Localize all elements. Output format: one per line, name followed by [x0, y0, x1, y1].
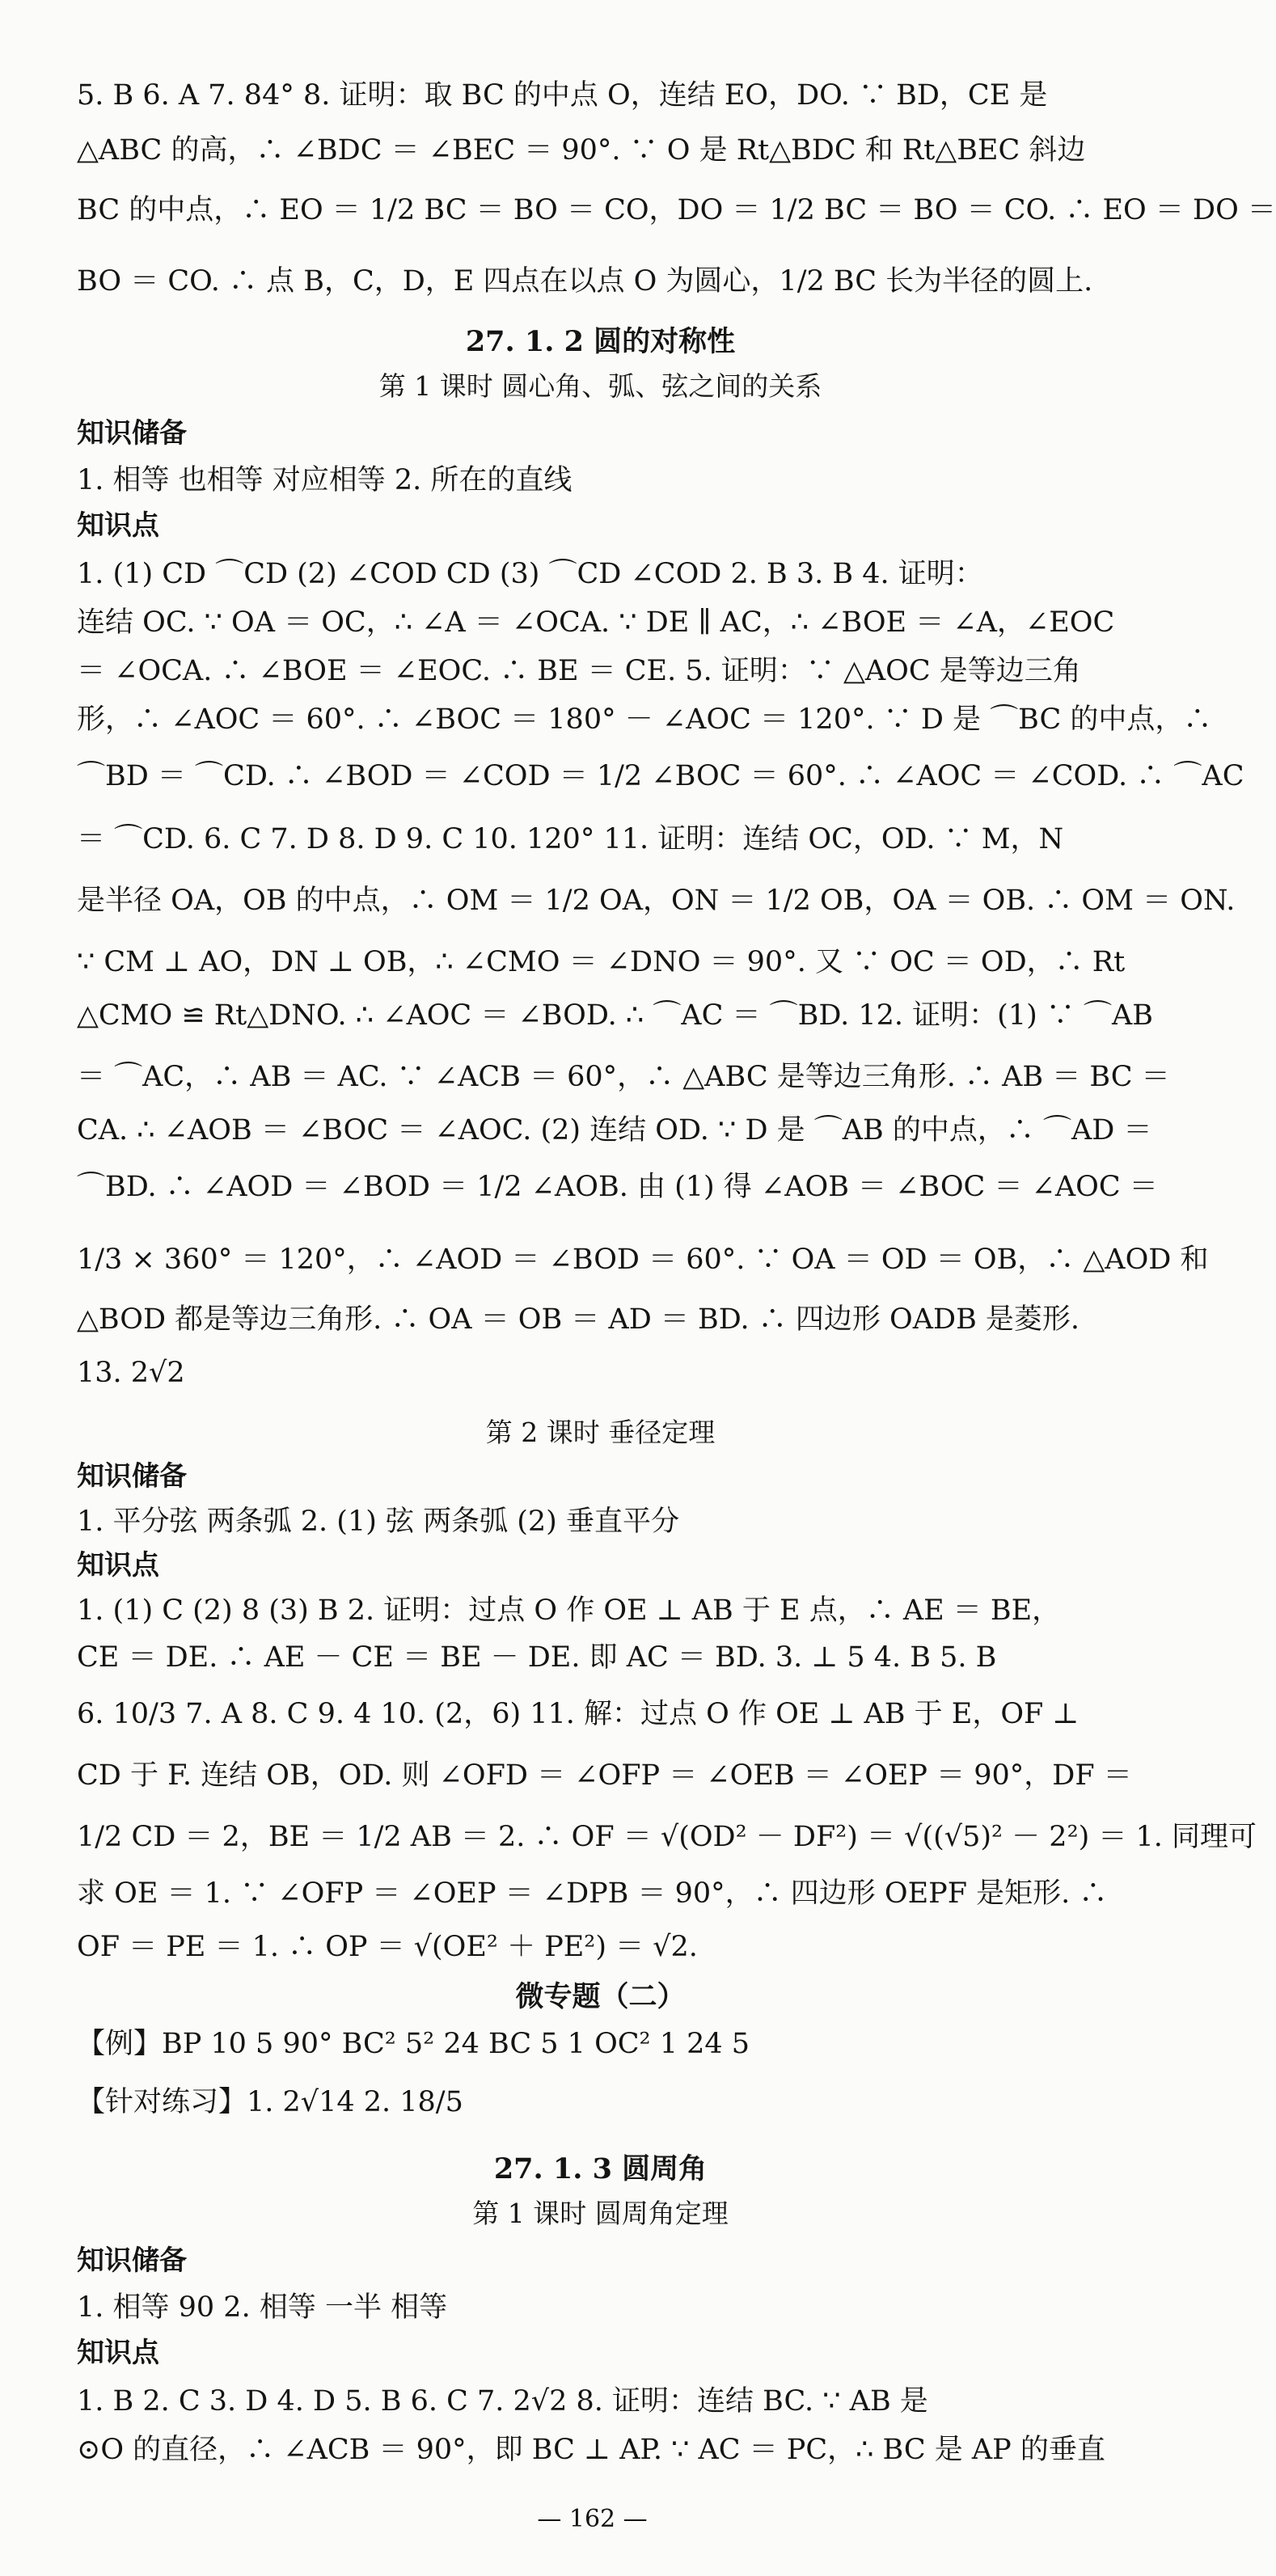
text-line: 【例】BP 10 5 90° BC² 5² 24 BC 5 1 OC² 1 24 5 — [77, 2028, 750, 2060]
text-line: 【针对练习】1. 2√14 2. 18/5 — [77, 2086, 463, 2118]
text-line: ⊙O 的直径，∴ ∠ACB ＝ 90°，即 BC ⊥ AP. ∵ AC ＝ PC，∴ BC 是 AP 的垂直 — [77, 2434, 1105, 2466]
text-line: △ABC 的高，∴ ∠BDC ＝ ∠BEC ＝ 90°. ∵ O 是 Rt△BDC 和 Rt△BEC 斜边 — [77, 134, 1086, 167]
text-line: OF ＝ PE ＝ 1. ∴ OP ＝ √(OE² ＋ PE²) ＝ √2. — [77, 1931, 698, 1963]
text-line: 1. 平分弦 两条弧 2. (1) 弦 两条弧 (2) 垂直平分 — [77, 1505, 679, 1538]
text-line: 求 OE ＝ 1. ∵ ∠OFP ＝ ∠OEP ＝ ∠DPB ＝ 90°，∴ 四边形 OEPF 是矩形. ∴ — [77, 1877, 1108, 1910]
section-title: 微专题（二） — [515, 1980, 686, 2013]
text-line: 形，∴ ∠AOC ＝ 60°. ∴ ∠BOC ＝ 180° － ∠AOC ＝ 120°. ∵ D 是 ⌒BC 的中点，∴ — [77, 703, 1212, 736]
text-line: 6. 10/3 7. A 8. C 9. 4 10. (2，6) 11. 解：过点 O 作 OE ⊥ AB 于 E，OF ⊥ — [77, 1698, 1080, 1730]
text-line: 13. 2√2 — [77, 1357, 185, 1389]
section-title: 27. 1. 2 圆的对称性 — [465, 325, 736, 358]
text-line: ＝ ⌒AC，∴ AB ＝ AC. ∵ ∠ACB ＝ 60°，∴ △ABC 是等边三角形. ∴ AB ＝ BC ＝ — [77, 1061, 1170, 1093]
text-line: ⌒BD ＝ ⌒CD. ∴ ∠BOD ＝ ∠COD ＝ 1/2 ∠BOC ＝ 60°. ∴ ∠AOC ＝ ∠COD. ∴ ⌒AC — [77, 760, 1244, 792]
label-knowledge-points: 知识点 — [77, 1549, 159, 1581]
text-line: CA. ∴ ∠AOB ＝ ∠BOC ＝ ∠AOC. (2) 连结 OD. ∵ D 是 ⌒AB 的中点，∴ ⌒AD ＝ — [77, 1114, 1152, 1147]
label-knowledge-review: 知识储备 — [77, 417, 187, 450]
text-line: 连结 OC. ∵ OA ＝ OC，∴ ∠A ＝ ∠OCA. ∵ DE ∥ AC，∴ ∠BOE ＝ ∠A，∠EOC — [77, 606, 1115, 639]
text-line: ⌒BD. ∴ ∠AOD ＝ ∠BOD ＝ 1/2 ∠AOB. 由 (1) 得 ∠AOB ＝ ∠BOC ＝ ∠AOC ＝ — [77, 1171, 1158, 1203]
page-number: — 162 — — [537, 2505, 648, 2533]
label-knowledge-review: 知识储备 — [77, 1460, 187, 1493]
text-line: △BOD 都是等边三角形. ∴ OA ＝ OB ＝ AD ＝ BD. ∴ 四边形 OADB 是菱形. — [77, 1303, 1080, 1336]
text-line: CE ＝ DE. ∴ AE － CE ＝ BE － DE. 即 AC ＝ BD. 3. ⊥ 5 4. B 5. B — [77, 1641, 997, 1674]
text-line: ＝ ⌒CD. 6. C 7. D 8. D 9. C 10. 120° 11. 证明：连结 OC，OD. ∵ M，N — [77, 823, 1064, 855]
lesson-title: 第 1 课时 圆心角、弧、弦之间的关系 — [378, 370, 822, 402]
text-line: 1. 相等 90 2. 相等 一半 相等 — [77, 2291, 448, 2324]
text-line: 5. B 6. A 7. 84° 8. 证明：取 BC 的中点 O，连结 EO，DO. ∵ BD，CE 是 — [77, 79, 1048, 112]
section-title: 27. 1. 3 圆周角 — [493, 2152, 708, 2185]
lesson-title: 第 2 课时 垂径定理 — [485, 1417, 716, 1448]
text-line: BO ＝ CO. ∴ 点 B，C，D，E 四点在以点 O 为圆心，1/2 BC 长为半径的圆上. — [77, 265, 1093, 298]
text-line: CD 于 F. 连结 OB，OD. 则 ∠OFD ＝ ∠OFP ＝ ∠OEB ＝ ∠OEP ＝ 90°，DF ＝ — [77, 1759, 1132, 1792]
text-line: BC 的中点，∴ EO ＝ 1/2 BC ＝ BO ＝ CO，DO ＝ 1/2 BC ＝ BO ＝ CO. ∴ EO ＝ DO ＝ — [77, 194, 1276, 226]
lesson-title: 第 1 课时 圆周角定理 — [472, 2198, 729, 2229]
text-line: ∵ CM ⊥ AO，DN ⊥ OB，∴ ∠CMO ＝ ∠DNO ＝ 90°. 又 ∵ OC ＝ OD，∴ Rt — [77, 946, 1126, 978]
text-line: △CMO ≌ Rt△DNO. ∴ ∠AOC ＝ ∠BOD. ∴ ⌒AC ＝ ⌒BD. 12. 证明：(1) ∵ ⌒AB — [77, 999, 1153, 1032]
text-line: ＝ ∠OCA. ∴ ∠BOE ＝ ∠EOC. ∴ BE ＝ CE. 5. 证明：∵ △AOC 是等边三角 — [77, 655, 1081, 687]
text-line: 1/3 × 360° ＝ 120°，∴ ∠AOD ＝ ∠BOD ＝ 60°. ∵ OA ＝ OD ＝ OB，∴ △AOD 和 — [77, 1244, 1209, 1276]
text-line: 1. B 2. C 3. D 4. D 5. B 6. C 7. 2√2 8. 证明：连结 BC. ∵ AB 是 — [77, 2385, 928, 2418]
label-knowledge-points: 知识点 — [77, 509, 159, 542]
text-line: 是半径 OA，OB 的中点，∴ OM ＝ 1/2 OA，ON ＝ 1/2 OB，OA ＝ OB. ∴ OM ＝ ON. — [77, 885, 1236, 917]
label-knowledge-points: 知识点 — [77, 2337, 159, 2369]
text-line: 1. (1) CD ⌒CD (2) ∠COD CD (3) ⌒CD ∠COD 2. B 3. B 4. 证明： — [77, 558, 983, 590]
text-line: 1/2 CD ＝ 2，BE ＝ 1/2 AB ＝ 2. ∴ OF ＝ √(OD² － DF²) ＝ √((√5)² － 2²) ＝ 1. 同理可 — [77, 1821, 1257, 1853]
text-line: 1. 相等 也相等 对应相等 2. 所在的直线 — [77, 464, 573, 496]
text-line: 1. (1) C (2) 8 (3) B 2. 证明：过点 O 作 OE ⊥ AB 于 E 点，∴ AE ＝ BE， — [77, 1594, 1061, 1627]
label-knowledge-review: 知识储备 — [77, 2244, 187, 2277]
